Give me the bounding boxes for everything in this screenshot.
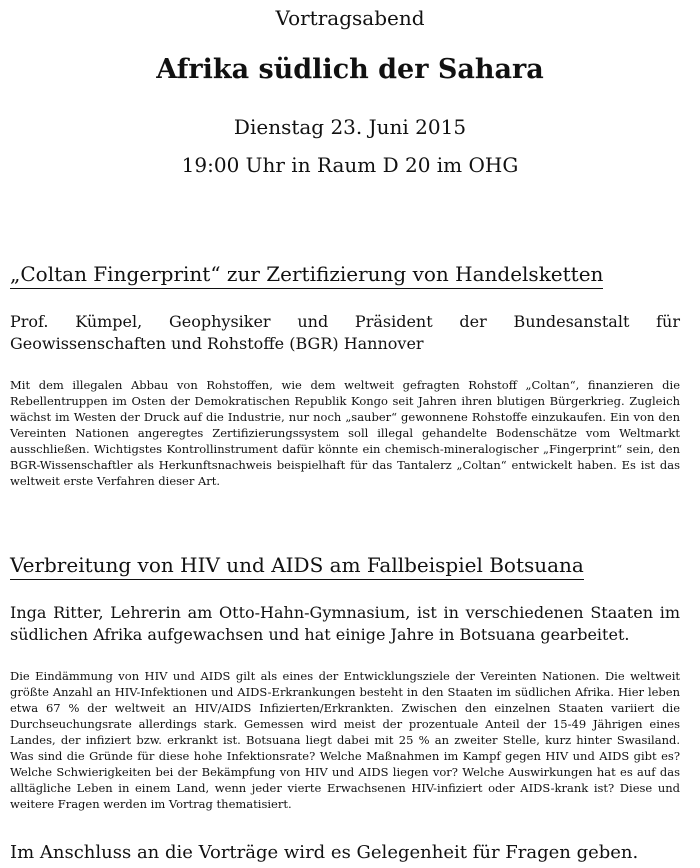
event-time-place: 19:00 Uhr in Raum D 20 im OHG <box>181 153 519 177</box>
talk-title: Verbreitung von HIV und AIDS am Fallbeispiel Botsuana <box>10 553 584 580</box>
talk-abstract: Mit dem illegalen Abbau von Rohstoffen, wie dem weltweit gefragten Rohstoff „Coltan“, finanzieren die Rebellentruppen im Osten der Demokratischen Republik Kongo seit Jahren ihren blutigen Bürgerkrieg. Zugleich wächst im Westen der Druck auf die Industrie, nur noch „sauber“ gewonnene Rohstoffe einzukaufen. Ein von den Vereinten Nationen angeregtes Zertifizierungssystem soll illegal gehandelte Bodenschätze vom Weltmarkt ausschließen. Wichtigstes Kontrollinstrument dafür könnte ein chemisch-mineralogischer „Fingerprint“ sein, den BGR-Wissenschaftler als Herkunftsnachweis beispielhaft für das Tantalerz „Coltan“ entwickelt haben. Es ist das weltweit erste Verfahren dieser Art. <box>10 378 680 488</box>
talk-title: „Coltan Fingerprint“ zur Zertifizierung von Handelsketten <box>10 262 603 289</box>
event-kicker: Vortragsabend <box>275 6 425 30</box>
event-title: Afrika südlich der Sahara <box>156 54 544 85</box>
closing-note: Im Anschluss an die Vorträge wird es Gelegenheit für Fragen geben. <box>10 842 639 863</box>
event-date: Dienstag 23. Juni 2015 <box>233 115 467 139</box>
event-header <box>0 6 700 178</box>
talk-abstract: Die Eindämmung von HIV und AIDS gilt als eines der Entwicklungsziele der Vereinten Nationen. Die weltweit größte Anzahl an HIV-Infektionen und AIDS-Erkrankungen besteht in den Staaten im südlichen Afrika. Hier leben etwa 67 % der weltweit an HIV/AIDS Infizierten/Erkrankten. Zwischen den einzelnen Staaten variiert die Durchseuchungsrate allerdings stark. Gemessen wird meist der prozentuale Anteil der 15-49 Jährigen eines Landes, der infiziert bzw. erkrankt ist. Botsuana liegt dabei mit 25 % an zweiter Stelle, kurz hinter Swasiland. Was sind die Gründe für diese hohe Infektionsrate? Welche Maßnahmen im Kampf gegen HIV und AIDS gibt es? Welche Schwierigkeiten bei der Bekämpfung von HIV und AIDS liegen vor? Welche Auswirkungen hat es auf das alltägliche Leben in einem Land, wenn jeder vierte Erwachsenen HIV-infiziert oder AIDS-krank ist? Diese und weitere Fragen werden im Vortrag thematisiert. <box>10 669 680 811</box>
talk-speaker: Prof. Kümpel, Geophysiker und Präsident der Bundesanstalt für Geowissenschaften und Rohstoffe (BGR) Hannover <box>10 312 680 353</box>
talk-section-coltan <box>10 262 680 489</box>
talk-section-hiv-aids <box>10 553 680 812</box>
talk-speaker: Inga Ritter, Lehrerin am Otto-Hahn-Gymnasium, ist in verschiedenen Staaten im südlichen Afrika aufgewachsen und hat einige Jahre in Botsuana gearbeitet. <box>10 603 680 644</box>
